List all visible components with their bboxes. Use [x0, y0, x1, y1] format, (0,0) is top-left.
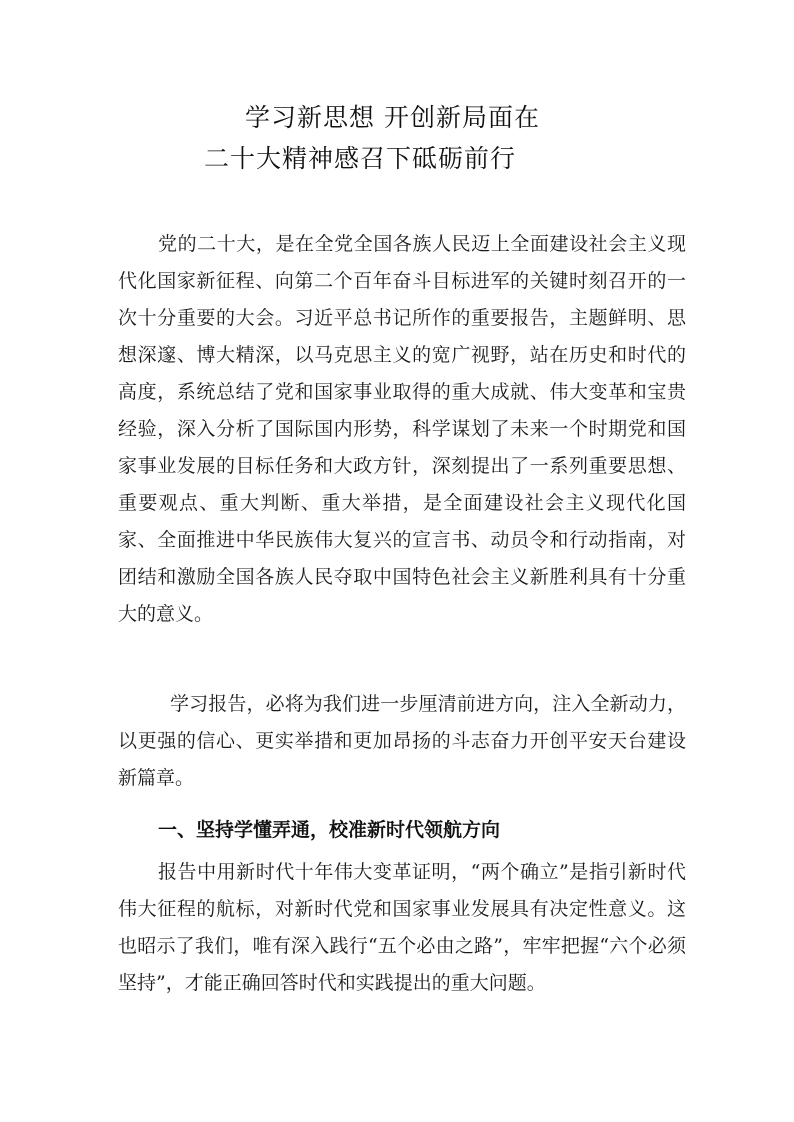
section-heading-1: 一、坚持学懂弄通，校准新时代领航方向: [158, 819, 501, 841]
document-title-line-2: 二十大精神感召下砥砺前行: [204, 144, 517, 173]
body-paragraph-2: 学习报告，必将为我们进一步厘清前进方向，注入全新动力，以更强的信心、更实举措和更加昂扬的斗志奋力开创平安天台建设新篇章。: [118, 693, 686, 789]
document-title-line-1: 学习新思想 开创新局面在: [245, 103, 540, 132]
body-paragraph-1: 党的二十大，是在全党全国各族人民迈上全面建设社会主义现代化国家新征程、向第二个百年奋斗目标进军的关键时刻召开的一次十分重要的大会。习近平总书记所作的重要报告，主题鲜明、思想深邃、博大精深，以马克思主义的宽广视野，站在历史和时代的高度，系统总结了党和国家事业取得的重大成就、伟大变革和宝贵经验，深入分析了国际国内形势，科学谋划了未来一个时期党和国家事业发展的目标任务和大政方针，深刻提出了一系列重要思想、重要观点、重大判断、重大举措，是全面建设社会主义现代化国家、全面推进中华民族伟大复兴的宣言书、动员令和行动指南，对团结和激励全国各族人民夺取中国特色社会主义新胜利具有十分重大的意义。: [118, 233, 686, 625]
body-paragraph-3: 报告中用新时代十年伟大变革证明，“两个确立”是指引新时代伟大征程的航标，对新时代党和国家事业发展具有决定性意义。这也昭示了我们，唯有深入践行“五个必由之路”，牢牢把握“六个必须坚持”，才能正确回答时代和实践提出的重大问题。: [118, 861, 686, 994]
